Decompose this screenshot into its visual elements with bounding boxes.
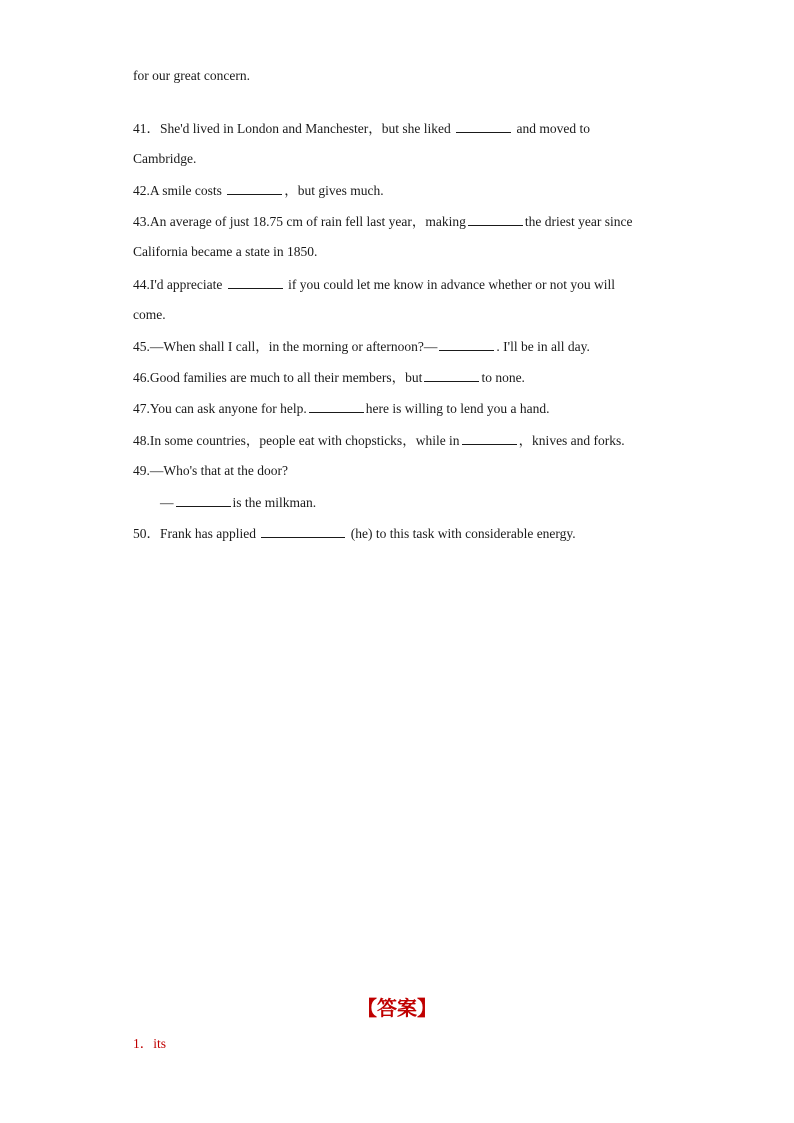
question-50-blank[interactable]	[261, 525, 345, 538]
question-48-text-a: 48.In some countries，people eat with chopsticks，while in	[133, 433, 460, 448]
question-41	[133, 120, 590, 137]
question-44	[133, 276, 615, 293]
question-45-text-a: 45.—When shall I call，in the morning or afternoon?—	[133, 339, 438, 354]
question-49-text-c: is the milkman.	[232, 495, 317, 510]
answer-1: 1．its	[133, 1036, 167, 1051]
question-41-continuation: Cambridge.	[133, 151, 197, 166]
question-49-reply	[160, 494, 316, 511]
question-50-text-a: 50．Frank has applied	[133, 526, 260, 541]
question-49-blank[interactable]	[176, 494, 231, 507]
question-45-text-b: . I'll be in all day.	[496, 339, 590, 354]
question-44-text-b: if you could let me know in advance whether or not you will	[284, 277, 616, 292]
question-49: 49.—Who's that at the door?	[133, 463, 289, 478]
question-41-text-b: and moved to	[513, 121, 591, 136]
question-41-text-a: 41．She'd lived in London and Manchester，but she liked	[133, 121, 455, 136]
question-43-text-b: the driest year since	[524, 214, 633, 229]
answer-heading: 【答案】	[357, 996, 437, 1020]
question-45	[133, 338, 590, 355]
question-41-blank[interactable]	[456, 120, 511, 133]
question-47	[133, 400, 549, 417]
question-46-text-a: 46.Good families are much to all their members，but	[133, 370, 423, 385]
question-43-blank[interactable]	[468, 213, 523, 226]
question-48	[133, 432, 625, 449]
question-44-blank[interactable]	[228, 276, 283, 289]
continuation-text: for our great concern.	[133, 68, 250, 83]
question-43-continuation: California became a state in 1850.	[133, 244, 318, 259]
question-47-text-a: 47.You can ask anyone for help.	[133, 401, 307, 416]
question-47-text-b: here is willing to lend you a hand.	[365, 401, 550, 416]
question-42-text-a: 42.A smile costs	[133, 183, 226, 198]
question-45-blank[interactable]	[439, 338, 494, 351]
question-50	[133, 525, 576, 542]
question-43-text-a: 43.An average of just 18.75 cm of rain fell last year，making	[133, 214, 466, 229]
question-48-text-b: ，knives and forks.	[518, 433, 625, 448]
question-50-text-b: (he) to this task with considerable energy.	[347, 526, 576, 541]
question-48-blank[interactable]	[462, 432, 517, 445]
question-43	[133, 213, 632, 230]
question-46-text-b: to none.	[481, 370, 525, 385]
question-47-blank[interactable]	[309, 400, 364, 413]
question-42-blank[interactable]	[227, 182, 282, 195]
question-42-text-b: ，but gives much.	[284, 183, 384, 198]
question-44-text-a: 44.I'd appreciate	[133, 277, 226, 292]
question-46	[133, 369, 525, 386]
question-49-dash: —	[160, 495, 174, 510]
question-46-blank[interactable]	[424, 369, 479, 382]
question-42	[133, 182, 384, 199]
question-44-continuation: come.	[133, 307, 166, 322]
